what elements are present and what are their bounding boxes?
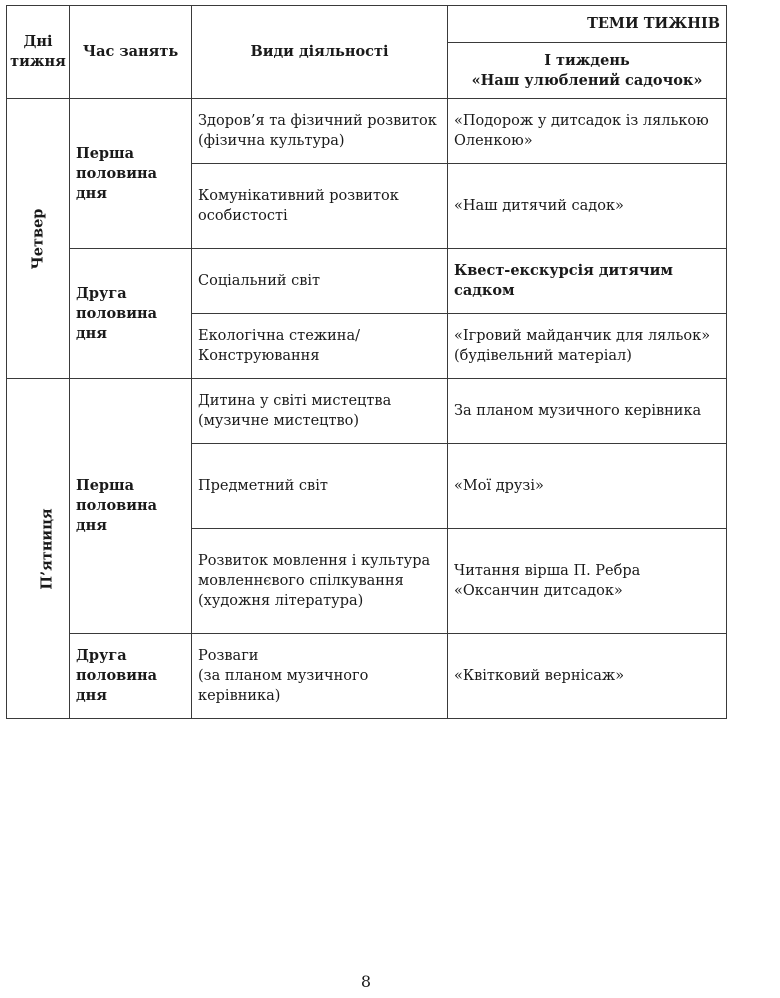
theme-line: Читання вірша П. Ребра — [454, 563, 641, 579]
day-cell-thursday — [7, 99, 70, 379]
activity-line: Предметний світ — [198, 478, 328, 494]
activity-line: Здоров’я та фізичний розвиток — [198, 113, 437, 129]
activity-line: Розвиток мовлення і культура — [198, 553, 431, 569]
theme-cell — [448, 634, 727, 719]
activity-cell — [192, 634, 448, 719]
theme-cell — [448, 99, 727, 164]
day-cell-friday — [7, 379, 70, 719]
theme-line: «Квітковий вернісаж» — [454, 668, 625, 684]
day-label-thursday: Четвер — [28, 208, 46, 269]
week-label: І тиждень — [544, 51, 630, 69]
page-number: 8 — [360, 972, 372, 991]
activity-cell — [192, 529, 448, 634]
activity-line: особистості — [198, 208, 288, 224]
activity-line: Дитина у світі мистецтва — [198, 393, 392, 409]
activity-line: Соціальний світ — [198, 273, 321, 289]
activity-cell — [192, 164, 448, 249]
theme-cell — [448, 529, 727, 634]
activity-line: (за планом музичного — [198, 668, 369, 684]
theme-cell — [448, 379, 727, 444]
activity-line: (музичне мистецтво) — [198, 413, 360, 429]
week-header — [448, 43, 727, 99]
activity-line: (художня література) — [198, 593, 364, 609]
activity-column-header: Види діяльності — [192, 6, 448, 99]
time-cell-thursday-first: Перша половина дня — [70, 99, 192, 249]
theme-cell — [448, 164, 727, 249]
theme-line: «Ігровий майданчик для ляльок» — [454, 328, 711, 344]
weekly-plan-table — [6, 5, 727, 719]
day-label-friday: П’ятниця — [38, 507, 56, 590]
activity-line: Конструювання — [198, 348, 320, 364]
activity-line: Розваги — [198, 648, 259, 664]
theme-line: «Оксанчин дитсадок» — [454, 583, 623, 599]
theme-cell — [448, 444, 727, 529]
activity-line: (фізична культура) — [198, 133, 345, 149]
activity-line: керівника) — [198, 688, 281, 704]
time-cell-thursday-second: Друга половина дня — [70, 249, 192, 379]
activity-line: Екологічна стежина/ — [198, 328, 360, 344]
theme-line: Оленкою» — [454, 133, 533, 149]
activity-cell — [192, 314, 448, 379]
activity-line: мовленнєвого спілкування — [198, 573, 404, 589]
time-cell-friday-second: Друга половина дня — [70, 634, 192, 719]
theme-line: «Подорож у дитсадок із лялькою — [454, 113, 709, 129]
time-cell-friday-first: Перша половина дня — [70, 379, 192, 634]
activity-cell — [192, 379, 448, 444]
week-theme: «Наш улюблений садочок» — [471, 71, 703, 89]
theme-cell — [448, 249, 727, 314]
activity-cell — [192, 99, 448, 164]
activity-cell — [192, 444, 448, 529]
activity-line: Комунікативний розвиток — [198, 188, 399, 204]
day-column-header: Дні тижня — [7, 6, 70, 99]
theme-line: Квест-екскурсія дитячим садком — [454, 262, 673, 299]
theme-line: (будівельний матеріал) — [454, 348, 632, 364]
activity-cell — [192, 249, 448, 314]
themes-title: ТЕМИ ТИЖНІВ — [448, 6, 727, 43]
theme-line: За планом музичного керівника — [454, 403, 702, 419]
theme-line: «Наш дитячий садок» — [454, 198, 624, 214]
theme-line: «Мої друзі» — [454, 478, 544, 494]
time-column-header: Час занять — [70, 6, 192, 99]
theme-cell — [448, 314, 727, 379]
